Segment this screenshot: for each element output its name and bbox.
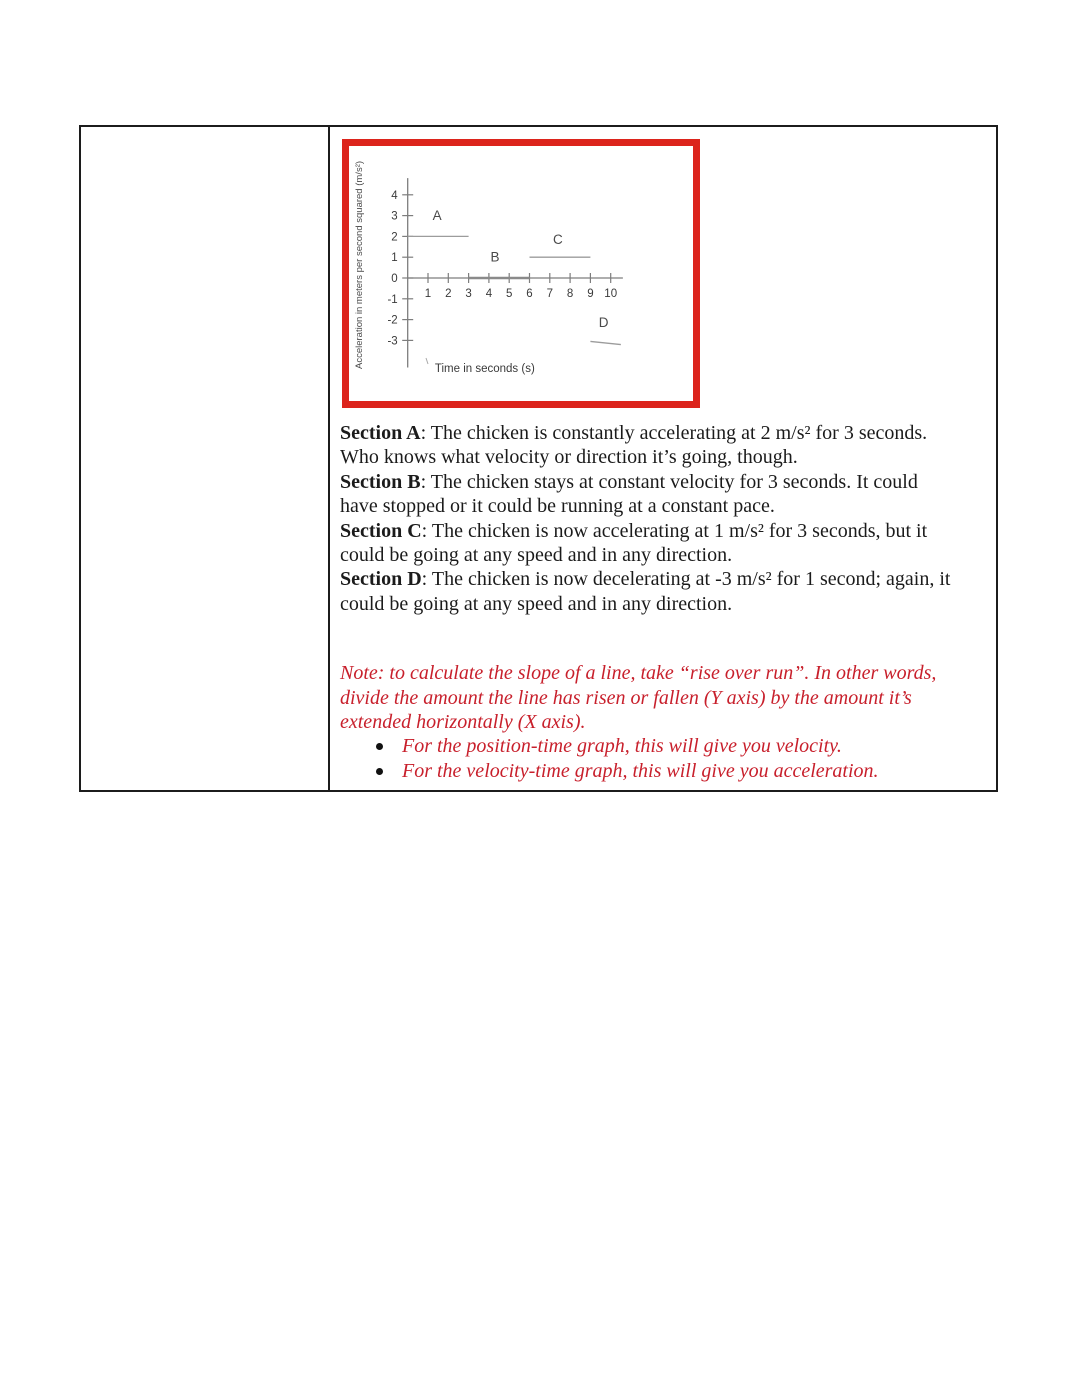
svg-text:7: 7	[546, 288, 554, 300]
section-descriptions	[340, 421, 990, 616]
svg-text:C: C	[553, 232, 563, 248]
section-d-line-2: could be going at any speed and in any direction.	[340, 592, 733, 615]
svg-text:8: 8	[566, 288, 574, 300]
svg-text:1: 1	[424, 288, 432, 300]
slope-note	[340, 661, 990, 783]
acceleration-time-chart	[349, 146, 693, 401]
svg-text:1: 1	[391, 252, 398, 265]
svg-text:4: 4	[391, 189, 398, 202]
svg-text:-1: -1	[387, 293, 398, 306]
svg-text:3: 3	[391, 210, 398, 223]
note-line-2: divide the amount the line has risen or fallen (Y axis) by the amount it’s	[340, 686, 912, 709]
svg-text:Acceleration in meters per sec: Acceleration in meters per second squared (m/s²)	[354, 160, 365, 370]
svg-text:D: D	[598, 315, 609, 331]
bullet-icon	[376, 743, 383, 750]
section-a-line-1: Section A: The chicken is constantly accelerating at 2 m/s² for 3 seconds.	[340, 422, 928, 444]
section-d-line-1: Section D: The chicken is now decelerating at -3 m/s² for 1 second; again, it	[340, 568, 951, 591]
svg-text:6: 6	[526, 288, 533, 300]
section-c-label: Section C	[340, 519, 422, 542]
svg-text:0: 0	[391, 273, 398, 285]
svg-text:10: 10	[604, 288, 618, 300]
section-a-label: Section A	[340, 422, 421, 444]
svg-text:Time in seconds (s): Time in seconds (s)	[434, 363, 535, 375]
svg-text:2: 2	[445, 288, 452, 300]
acceleration-graph-figure	[342, 139, 700, 408]
svg-text:A: A	[432, 208, 442, 224]
section-c-line-2: could be going at any speed and in any direction.	[340, 544, 733, 567]
bullet-icon	[376, 768, 383, 775]
section-b-label: Section B	[340, 470, 421, 493]
svg-text:B: B	[490, 249, 500, 265]
svg-text:3: 3	[465, 288, 472, 300]
svg-text:9: 9	[587, 288, 594, 300]
note-line-3: extended horizontally (X axis).	[340, 711, 586, 734]
section-b-line-2: have stopped or it could be running at a constant pace.	[340, 495, 775, 518]
section-b-line-1: Section B: The chicken stays at constant velocity for 3 seconds. It could	[340, 470, 918, 493]
svg-text:4: 4	[485, 288, 493, 300]
section-d-label: Section D	[340, 568, 422, 591]
worksheet-table	[79, 125, 998, 792]
table-cell-left	[81, 127, 330, 790]
note-bullet-1: For the position-time graph, this will give you velocity.	[340, 734, 990, 758]
note-line-1: Note: to calculate the slope of a line, take “rise over run”. In other words,	[340, 662, 937, 685]
section-a-line-2: Who knows what velocity or direction it’s going, though.	[340, 446, 798, 469]
svg-text:-2: -2	[387, 314, 398, 327]
svg-text:-3: -3	[387, 335, 398, 348]
section-c-line-1: Section C: The chicken is now accelerating at 1 m/s² for 3 seconds, but it	[340, 519, 928, 542]
svg-text:2: 2	[391, 231, 398, 244]
table-cell-right	[330, 127, 996, 790]
svg-text:5: 5	[505, 288, 513, 300]
note-bullet-2: For the velocity-time graph, this will give you acceleration.	[340, 759, 990, 783]
